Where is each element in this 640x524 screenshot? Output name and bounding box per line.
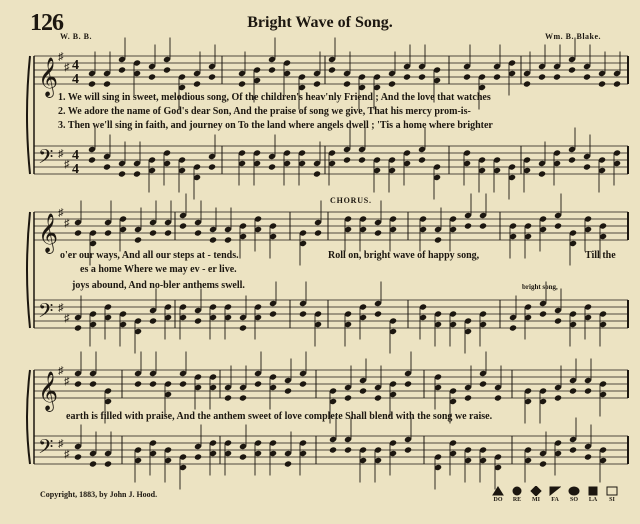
note-head bbox=[74, 380, 82, 387]
note-head bbox=[134, 236, 142, 243]
note-head bbox=[343, 156, 351, 163]
note-head bbox=[418, 156, 426, 163]
solfege-legend bbox=[490, 486, 620, 503]
clef: 𝄞 bbox=[38, 57, 59, 97]
note-head bbox=[149, 317, 157, 324]
note-head bbox=[344, 394, 352, 401]
note-head bbox=[88, 156, 96, 163]
note-head bbox=[74, 453, 82, 460]
page-number: 126 bbox=[30, 10, 63, 36]
note-head bbox=[539, 310, 547, 317]
shape-note-glyph bbox=[607, 487, 617, 495]
note-head bbox=[118, 66, 126, 73]
note-head bbox=[374, 310, 382, 317]
sharp: ♯ bbox=[58, 51, 64, 64]
solfege-label: FA bbox=[551, 497, 559, 503]
solfege-label: SO bbox=[569, 497, 578, 503]
hymn-title: Bright Wave of Song. bbox=[247, 14, 393, 31]
note-head bbox=[313, 80, 321, 87]
note-head bbox=[343, 80, 351, 87]
sharp: ♯ bbox=[64, 312, 70, 325]
note-head bbox=[568, 66, 576, 73]
note-head bbox=[359, 387, 367, 394]
note-head bbox=[374, 394, 382, 401]
note-head bbox=[254, 380, 262, 387]
solfege-label: MI bbox=[532, 497, 540, 503]
shape-note-icon bbox=[587, 486, 599, 496]
solfege-item bbox=[528, 486, 544, 503]
system2-line2: es a home Where we may ev - er live. bbox=[80, 264, 237, 275]
note-head bbox=[268, 163, 276, 170]
sharp: ♯ bbox=[58, 438, 64, 451]
shape-note-glyph bbox=[493, 487, 503, 495]
note-head bbox=[403, 73, 411, 80]
solfege-item bbox=[547, 486, 563, 503]
note-head bbox=[493, 73, 501, 80]
system2-line1a: o'er our ways, And all our steps at - tends. bbox=[60, 250, 239, 261]
note-head bbox=[538, 170, 546, 177]
note-head bbox=[344, 446, 352, 453]
solfege-item bbox=[585, 486, 601, 503]
sharp: ♯ bbox=[64, 158, 70, 171]
note-head bbox=[328, 66, 336, 73]
shape-note-glyph bbox=[531, 486, 541, 496]
verse-3-line: 3. Then we'll sing in faith, and journey on To the land where angels dwell ; 'Tis a home where brighter bbox=[58, 120, 493, 131]
note-head bbox=[358, 156, 366, 163]
note-head bbox=[299, 380, 307, 387]
system-brace bbox=[27, 56, 30, 174]
note-head bbox=[194, 317, 202, 324]
note-head bbox=[224, 394, 232, 401]
note-head bbox=[208, 163, 216, 170]
clef: 𝄢 bbox=[38, 435, 54, 463]
system2-line1c: Till the bbox=[585, 250, 616, 261]
note-head bbox=[194, 453, 202, 460]
shape-note-glyph bbox=[513, 487, 521, 495]
note-head bbox=[509, 324, 517, 331]
solfege-item bbox=[490, 486, 506, 503]
lyricist-credit: W. B. B. bbox=[60, 32, 92, 41]
note-head bbox=[193, 80, 201, 87]
system-brace bbox=[27, 370, 30, 464]
note-head bbox=[404, 446, 412, 453]
note-head bbox=[103, 80, 111, 87]
verse-2-line: 2. We adore the name of God's dear Son, And the praise of song we give, That his mercy prom-is- bbox=[58, 106, 471, 117]
note-head bbox=[179, 222, 187, 229]
note-head bbox=[568, 156, 576, 163]
note-head bbox=[584, 387, 592, 394]
note-head bbox=[149, 380, 157, 387]
note-head bbox=[149, 229, 157, 236]
note-head bbox=[164, 229, 172, 236]
note-head bbox=[239, 453, 247, 460]
note-head bbox=[434, 236, 442, 243]
note-head bbox=[224, 236, 232, 243]
note-head bbox=[313, 170, 321, 177]
note-head bbox=[89, 460, 97, 467]
shape-note-icon bbox=[549, 486, 561, 496]
note-head bbox=[554, 317, 562, 324]
system-brace bbox=[27, 212, 30, 328]
system3-line: earth is filled with praise, And the anthem sweet of love complete Shall blend with the song we raise. bbox=[66, 411, 493, 422]
note-head bbox=[494, 394, 502, 401]
clef: 𝄞 bbox=[38, 371, 59, 411]
solfege-label: SI bbox=[609, 497, 615, 503]
note-head bbox=[194, 229, 202, 236]
note-head bbox=[88, 80, 96, 87]
solfege-item bbox=[604, 486, 620, 503]
chorus-label: CHORUS. bbox=[330, 196, 372, 205]
clef: 𝄢 bbox=[38, 299, 54, 327]
verse-1-line: 1. We will sing in sweet, melodious song, Of the children's heav'nly Friend ; And the love that watches bbox=[58, 92, 491, 103]
copyright-footer: Copyright, 1883, by John J. Hood. bbox=[40, 490, 158, 499]
sharp: ♯ bbox=[64, 217, 70, 230]
note-head bbox=[74, 324, 82, 331]
shape-note-icon bbox=[568, 486, 580, 496]
shape-note-icon bbox=[606, 486, 618, 496]
solfege-label: DO bbox=[493, 497, 503, 503]
solfege-label: RE bbox=[512, 497, 522, 503]
note-head bbox=[103, 163, 111, 170]
note-head bbox=[148, 73, 156, 80]
note-head bbox=[538, 73, 546, 80]
sharp: ♯ bbox=[58, 302, 64, 315]
note-head bbox=[388, 80, 396, 87]
note-head bbox=[583, 163, 591, 170]
note-head bbox=[239, 394, 247, 401]
note-head bbox=[179, 380, 187, 387]
note-head bbox=[569, 446, 577, 453]
note-head bbox=[314, 229, 322, 236]
time-signature: 4 bbox=[72, 162, 79, 177]
note-head bbox=[598, 80, 606, 87]
shape-note-glyph bbox=[569, 487, 579, 495]
sharp: ♯ bbox=[58, 148, 64, 161]
note-head bbox=[104, 460, 112, 467]
note-head bbox=[284, 387, 292, 394]
note-head bbox=[464, 222, 472, 229]
note-head bbox=[553, 73, 561, 80]
note-head bbox=[463, 73, 471, 80]
sharp: ♯ bbox=[64, 375, 70, 388]
note-head bbox=[523, 80, 531, 87]
note-head bbox=[464, 394, 472, 401]
sharp: ♯ bbox=[64, 61, 70, 74]
note-head bbox=[89, 380, 97, 387]
note-head bbox=[583, 73, 591, 80]
solfege-label: LA bbox=[588, 497, 598, 503]
note-head bbox=[268, 66, 276, 73]
bass-text: bright song, bbox=[522, 283, 558, 291]
shape-note-icon bbox=[530, 486, 542, 496]
note-head bbox=[163, 66, 171, 73]
system2-line1b: Roll on, bright wave of happy song, bbox=[328, 250, 480, 261]
note-head bbox=[418, 73, 426, 80]
note-head bbox=[374, 229, 382, 236]
shape-note-glyph bbox=[550, 487, 560, 495]
note-head bbox=[239, 324, 247, 331]
note-head bbox=[104, 229, 112, 236]
system2-line3: joys abound, And no-bler anthems swell. bbox=[72, 280, 245, 291]
solfege-item bbox=[509, 486, 525, 503]
note-head bbox=[269, 310, 277, 317]
note-head bbox=[584, 453, 592, 460]
note-head bbox=[554, 222, 562, 229]
note-head bbox=[404, 380, 412, 387]
note-head bbox=[613, 80, 621, 87]
sharp: ♯ bbox=[64, 448, 70, 461]
note-head bbox=[208, 73, 216, 80]
note-head bbox=[479, 222, 487, 229]
shape-note-icon bbox=[511, 486, 523, 496]
clef: 𝄞 bbox=[38, 213, 59, 253]
time-signature: 4 bbox=[72, 148, 79, 163]
clef: 𝄢 bbox=[38, 145, 54, 173]
note-head bbox=[284, 460, 292, 467]
note-head bbox=[118, 170, 126, 177]
shape-note-glyph bbox=[589, 487, 597, 495]
time-signature: 4 bbox=[72, 72, 79, 87]
note-head bbox=[554, 394, 562, 401]
solfege-item bbox=[566, 486, 582, 503]
note-head bbox=[569, 387, 577, 394]
note-head bbox=[539, 460, 547, 467]
note-head bbox=[329, 446, 337, 453]
note-head bbox=[479, 380, 487, 387]
composer-credit: Wm. B. Blake. bbox=[545, 32, 602, 41]
note-head bbox=[134, 380, 142, 387]
sharp: ♯ bbox=[58, 365, 64, 378]
note-head bbox=[74, 229, 82, 236]
note-head bbox=[209, 236, 217, 243]
sharp: ♯ bbox=[58, 207, 64, 220]
note-head bbox=[238, 80, 246, 87]
shape-note-icon bbox=[492, 486, 504, 496]
note-head bbox=[299, 310, 307, 317]
time-signature: 4 bbox=[72, 58, 79, 73]
note-head bbox=[133, 170, 141, 177]
